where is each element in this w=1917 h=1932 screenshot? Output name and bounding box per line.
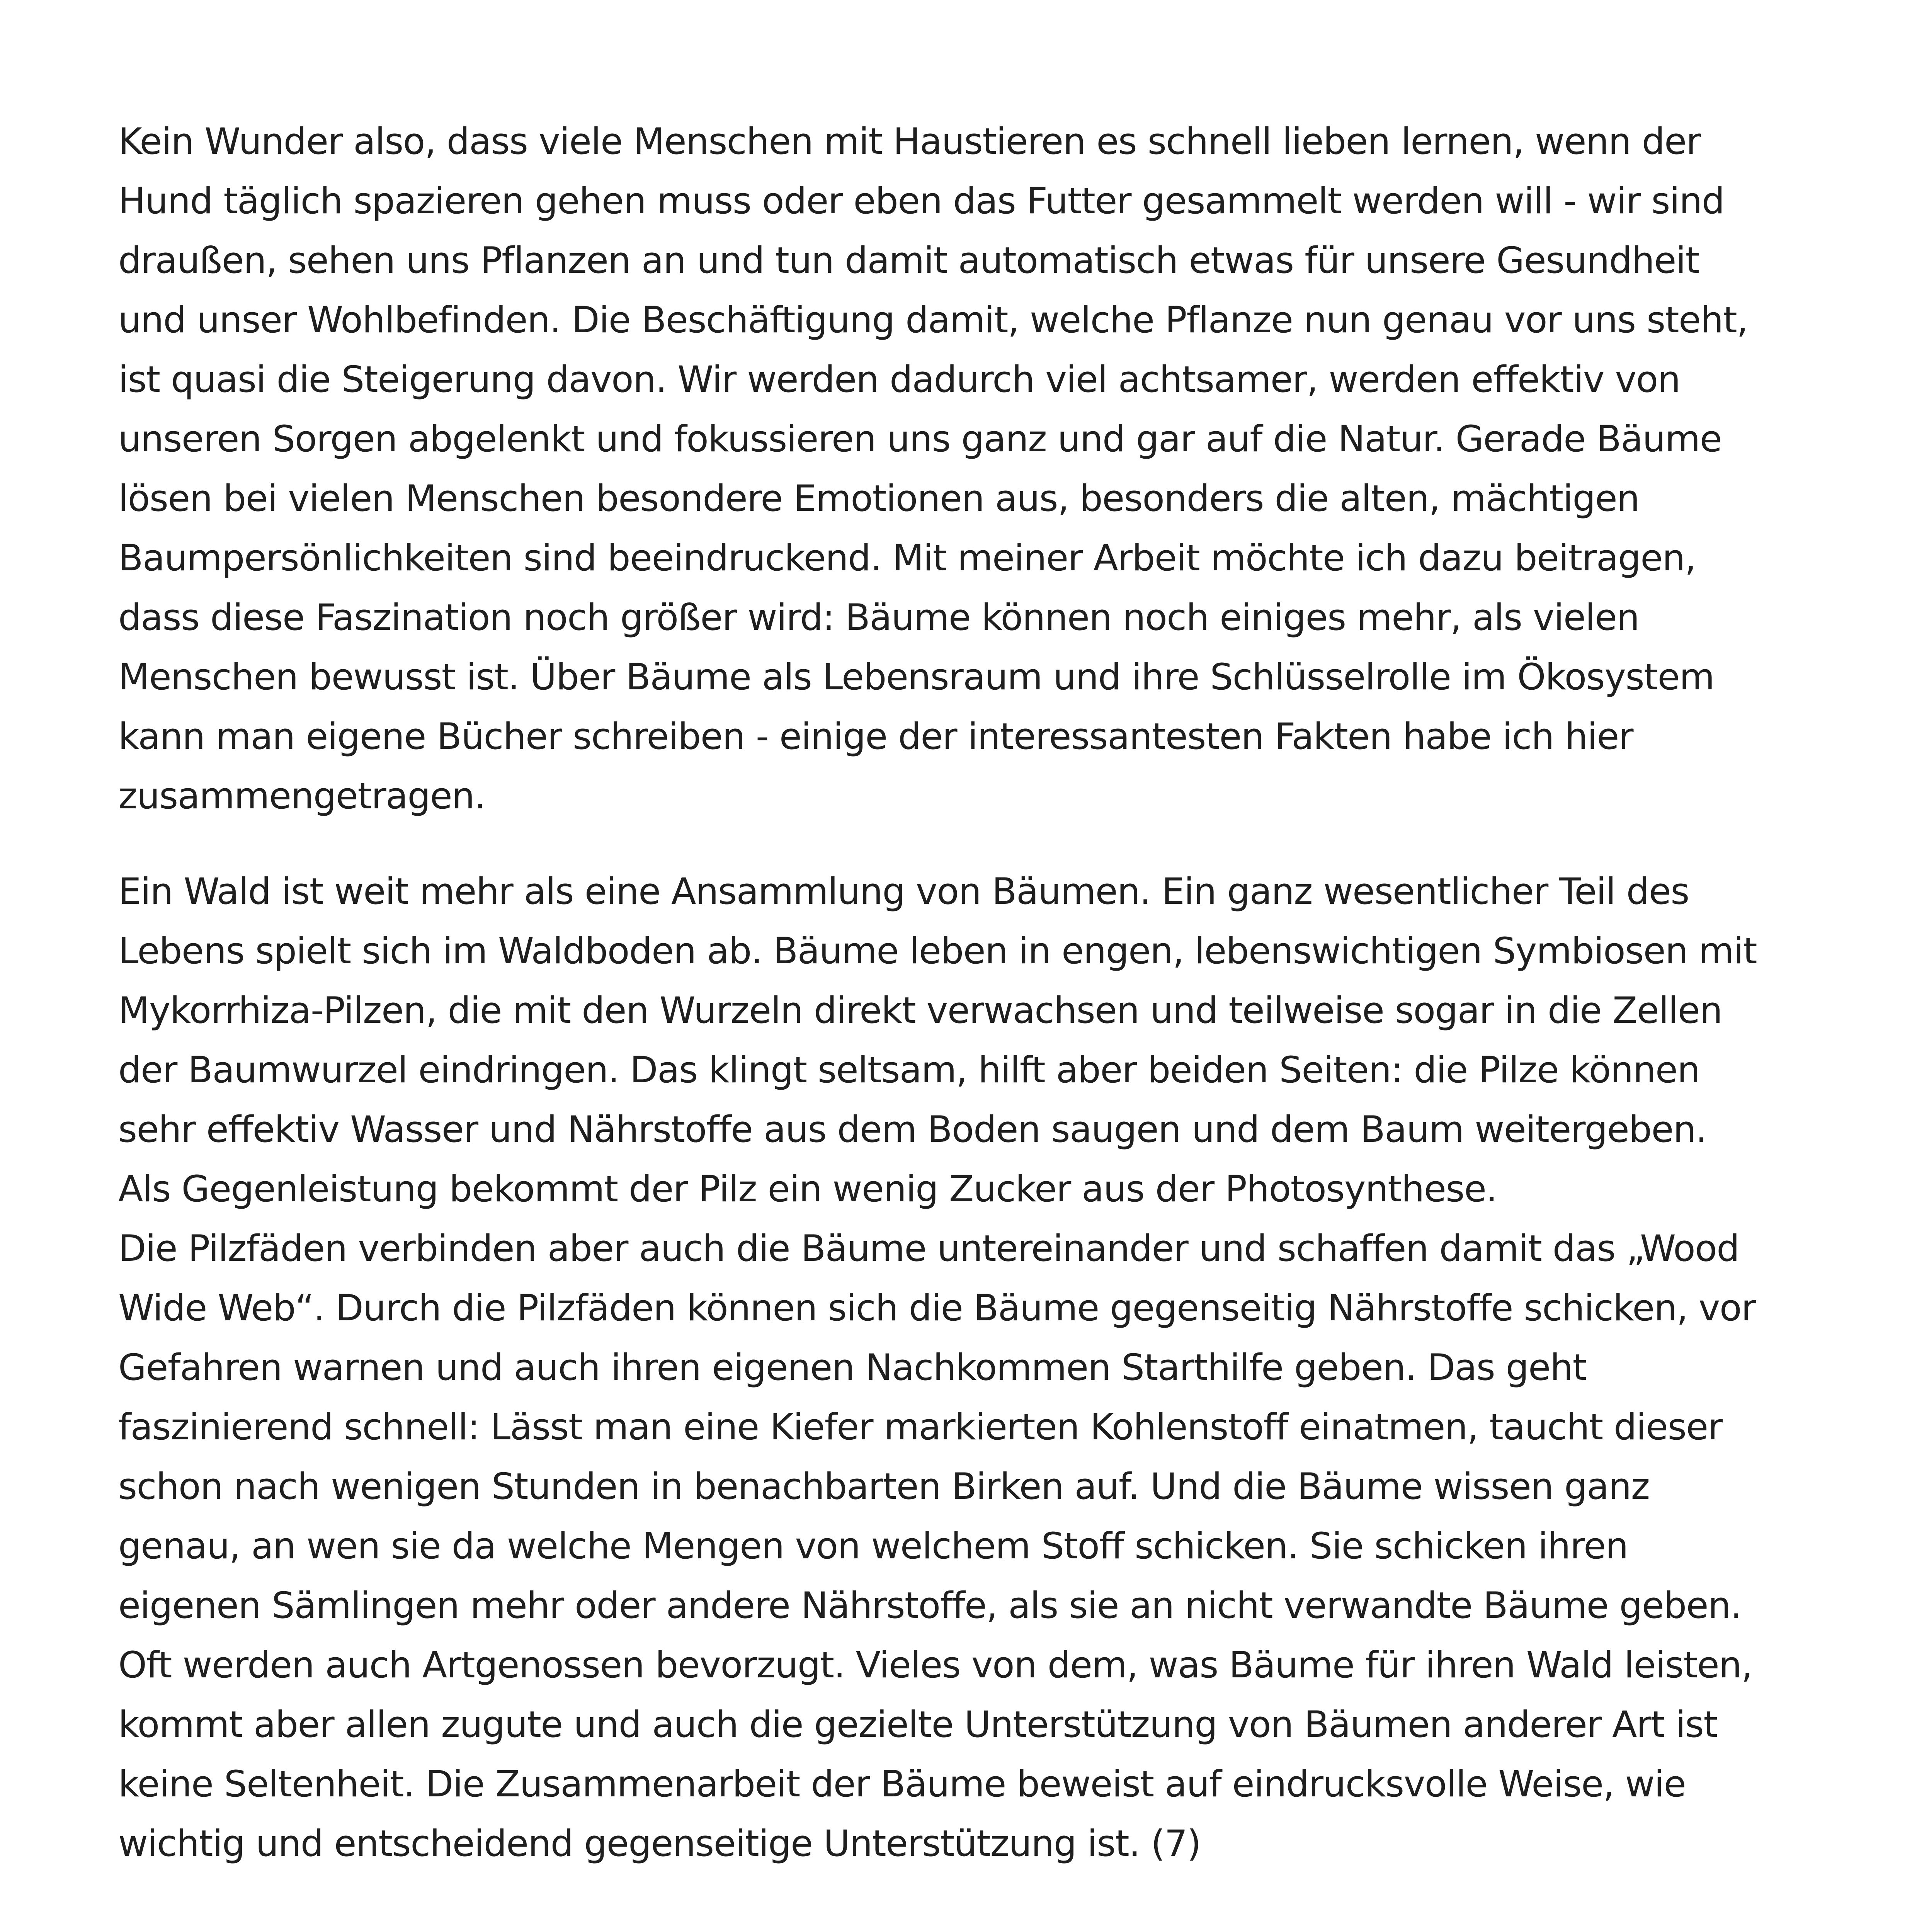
text-line: ist quasi die Steigerung davon. Wir werden dadurch viel achtsamer, werden effektiv von bbox=[118, 359, 1681, 401]
text-line: Ein Wald ist weit mehr als eine Ansammlung von Bäumen. Ein ganz wesentlicher Teil des bbox=[118, 871, 1689, 913]
paragraph-1 bbox=[118, 112, 1748, 826]
text-line: sehr effektiv Wasser und Nährstoffe aus dem Boden saugen und dem Baum weitergeben. bbox=[118, 1109, 1707, 1151]
text-line: Hund täglich spazieren gehen muss oder eben das Futter gesammelt werden will - wir sind bbox=[118, 180, 1725, 222]
text-line: Mykorrhiza-Pilzen, die mit den Wurzeln direkt verwachsen und teilweise sogar in die Zellen bbox=[118, 990, 1722, 1032]
text-line: lösen bei vielen Menschen besondere Emotionen aus, besonders die alten, mächtigen bbox=[118, 478, 1640, 520]
text-line: kann man eigene Bücher schreiben - einige der interessantesten Fakten habe ich hier bbox=[118, 716, 1633, 758]
text-line: genau, an wen sie da welche Mengen von welchem Stoff schicken. Sie schicken ihren bbox=[118, 1525, 1628, 1567]
text-line: Gefahren warnen und auch ihren eigenen Nachkommen Starthilfe geben. Das geht bbox=[118, 1347, 1587, 1389]
text-line: und unser Wohlbefinden. Die Beschäftigung damit, welche Pflanze nun genau vor uns steht, bbox=[118, 299, 1748, 341]
text-line: unseren Sorgen abgelenkt und fokussieren uns ganz und gar auf die Natur. Gerade Bäume bbox=[118, 418, 1722, 460]
text-line: Baumpersönlichkeiten sind beeindruckend. Mit meiner Arbeit möchte ich dazu beitragen, bbox=[118, 537, 1696, 579]
text-line: Als Gegenleistung bekommt der Pilz ein wenig Zucker aus der Photosynthese. bbox=[118, 1168, 1497, 1210]
text-line: schon nach wenigen Stunden in benachbarten Birken auf. Und die Bäume wissen ganz bbox=[118, 1466, 1650, 1508]
text-line: Lebens spielt sich im Waldboden ab. Bäume leben in engen, lebenswichtigen Symbiosen mit bbox=[118, 930, 1757, 972]
text-line: kommt aber allen zugute und auch die gezielte Unterstützung von Bäumen anderer Art ist bbox=[118, 1704, 1717, 1746]
text-line: draußen, sehen uns Pflanzen an und tun damit automatisch etwas für unsere Gesundheit bbox=[118, 240, 1699, 282]
text-line: Kein Wunder also, dass viele Menschen mit Haustieren es schnell lieben lernen, wenn der bbox=[118, 121, 1701, 163]
text-line: Wide Web“. Durch die Pilzfäden können sich die Bäume gegenseitig Nährstoffe schicken, vor bbox=[118, 1287, 1756, 1329]
text-line: Menschen bewusst ist. Über Bäume als Lebensraum und ihre Schlüsselrolle im Ökosystem bbox=[118, 656, 1715, 698]
paragraph-2 bbox=[118, 862, 1757, 1874]
text-line: keine Seltenheit. Die Zusammenarbeit der Bäume beweist auf eindrucksvolle Weise, wie bbox=[118, 1763, 1686, 1805]
text-line: wichtig und entscheidend gegenseitige Unterstützung ist. (7) bbox=[118, 1823, 1201, 1865]
text-line: eigenen Sämlingen mehr oder andere Nährstoffe, als sie an nicht verwandte Bäume geben. bbox=[118, 1585, 1742, 1627]
text-line: faszinierend schnell: Lässt man eine Kiefer markierten Kohlenstoff einatmen, taucht dieser bbox=[118, 1406, 1722, 1448]
text-line: der Baumwurzel eindringen. Das klingt seltsam, hilft aber beiden Seiten: die Pilze können bbox=[118, 1049, 1700, 1091]
text-line: Die Pilzfäden verbinden aber auch die Bäume untereinander und schaffen damit das „Wood bbox=[118, 1228, 1739, 1270]
text-line: dass diese Faszination noch größer wird: Bäume können noch einiges mehr, als vielen bbox=[118, 597, 1639, 639]
text-line: zusammengetragen. bbox=[118, 775, 485, 817]
text-line: Oft werden auch Artgenossen bevorzugt. Vieles von dem, was Bäume für ihren Wald leisten, bbox=[118, 1644, 1752, 1686]
